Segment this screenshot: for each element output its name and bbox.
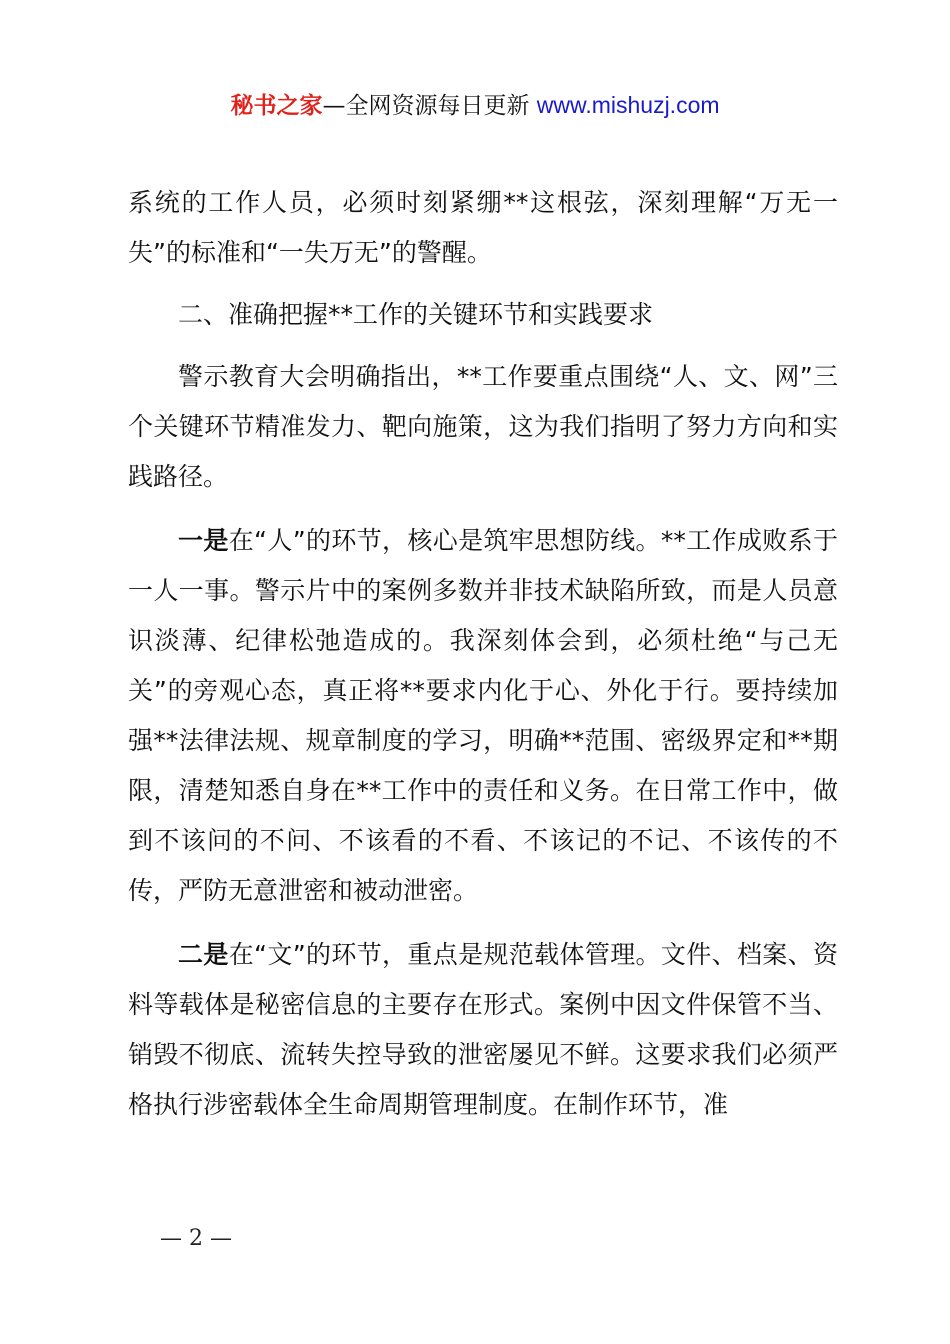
paragraph-document (128, 930, 838, 1130)
brand-name: 秘书之家 (230, 93, 323, 119)
site-url-link[interactable]: www.mishuzj.com (536, 92, 720, 118)
paragraph-continuation: 系统的工作人员，必须时刻紧绷**这根弦，深刻理解“万无一失”的标准和“一失万无”的警醒。 (128, 188, 838, 267)
page-number: — 2 — (160, 1226, 232, 1251)
paragraph-person-lead: 一是 (178, 526, 229, 555)
document-body (128, 178, 838, 1130)
paragraph-person (128, 516, 838, 916)
paragraph-document-lead: 二是 (178, 940, 229, 969)
paragraph-person-body: 在“人”的环节，核心是筑牢思想防线。**工作成败系于一人一事。警示片中的案例多数并非技术缺陷所致，而是人员意识淡薄、纪律松弛造成的。我深刻体会到，必须杜绝“与己无关”的旁观心态，真正将**要求内化于心、外化于行。要持续加强**法律法规、规章制度的学习，明确**范围、密级界定和**期限，清楚知悉自身在**工作中的责任和义务。在日常工作中，做到不该问的不问、不该看的不看、不该记的不记、不该传的不传，严防无意泄密和被动泄密。 (128, 526, 838, 905)
section-heading: 二、准确把握**工作的关键环节和实践要求 (178, 300, 654, 329)
header-tagline: —全网资源每日更新 (322, 93, 537, 119)
site-header (0, 88, 950, 123)
paragraph-document-body: 在“文”的环节，重点是规范载体管理。文件、档案、资料等载体是秘密信息的主要存在形式。案例中因文件保管不当、销毁不彻底、流转失控导致的泄密屡见不鲜。这要求我们必须严格执行涉密载体全生命周期管理制度。在制作环节，准 (128, 940, 838, 1119)
paragraph-intro: 警示教育大会明确指出，**工作要重点围绕“人、文、网”三个关键环节精准发力、靶向施策，这为我们指明了努力方向和实践路径。 (128, 362, 838, 491)
